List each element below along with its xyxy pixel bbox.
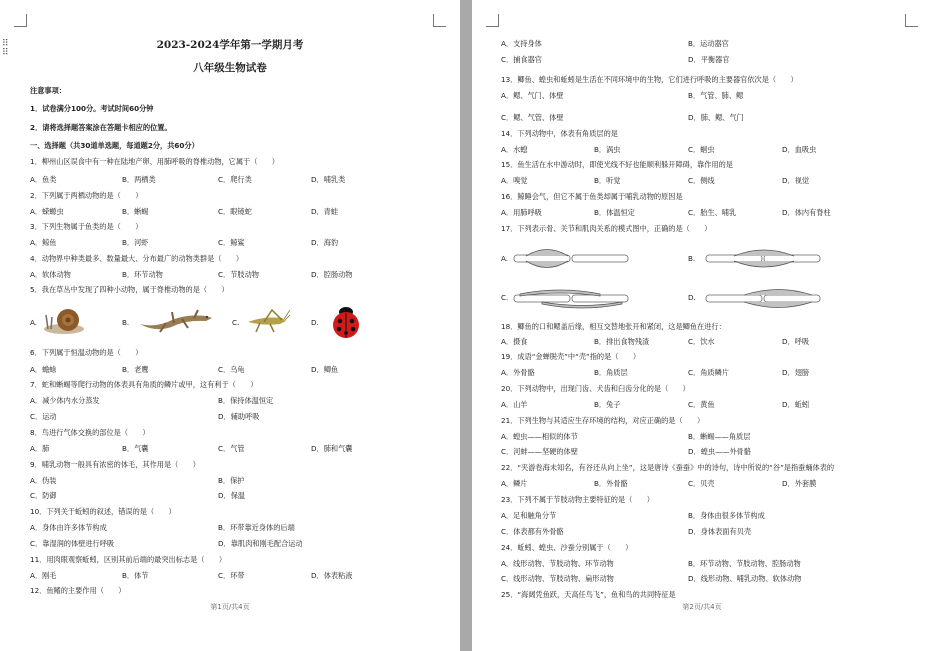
q9-option-c[interactable]: C．防御 bbox=[30, 491, 57, 500]
q24-option-c[interactable]: C．线形动物、节肢动物、扁形动物 bbox=[501, 574, 614, 583]
q13-option-c[interactable]: C．鳃、气管、体壁 bbox=[501, 113, 564, 122]
question-8: 8．鸟进行气体交换的部位是（ ） bbox=[30, 428, 150, 437]
q20-option-c[interactable]: C．黄鱼 bbox=[688, 400, 715, 409]
q3-option-c[interactable]: C．鲸鲨 bbox=[218, 238, 245, 247]
q10-option-a[interactable]: A．身体由许多体节构成 bbox=[30, 523, 107, 532]
q17-option-b[interactable]: B. bbox=[688, 254, 696, 263]
q15-option-b[interactable]: B．听觉 bbox=[594, 176, 621, 185]
q8-option-b[interactable]: B．气囊 bbox=[122, 444, 149, 453]
q10-option-c[interactable]: C．靠湿润的体壁进行呼吸 bbox=[30, 539, 115, 548]
corner-mark bbox=[905, 14, 918, 27]
question-7: 7．蛇和蜥蜴等爬行动物的体表具有角质的鳞片或甲，这有利于（ ） bbox=[30, 380, 258, 389]
q11-option-b[interactable]: B．体节 bbox=[122, 571, 149, 580]
bone-muscle-diagram-c bbox=[512, 284, 632, 312]
q18-option-b[interactable]: B．排出食物残渣 bbox=[594, 337, 650, 346]
q19-option-a[interactable]: A．外骨骼 bbox=[501, 368, 535, 377]
question-1: 1．柳州山区误食中有一种在陆地产卵、用肺呼吸的脊椎动物，它属于（ ） bbox=[30, 157, 279, 166]
q14-option-b[interactable]: B．涡虫 bbox=[594, 145, 621, 154]
q6-option-a[interactable]: A．蟾蜍 bbox=[30, 365, 57, 374]
q7-option-b[interactable]: B．保持体温恒定 bbox=[218, 396, 274, 405]
question-4: 4．动物界中种类最多、数量最大、分布最广的动物类群是（ ） bbox=[30, 254, 244, 263]
ladybug-image bbox=[330, 305, 362, 339]
q5-option-c[interactable]: C. bbox=[232, 318, 240, 327]
q4-option-c[interactable]: C．节肢动物 bbox=[218, 270, 259, 279]
q11-option-c[interactable]: C．环带 bbox=[218, 571, 245, 580]
q7-option-d[interactable]: D．辅助呼吸 bbox=[218, 412, 260, 421]
q24-option-a[interactable]: A．线形动物、节肢动物、环节动物 bbox=[501, 559, 614, 568]
corner-mark bbox=[486, 14, 499, 27]
q15-option-c[interactable]: C．侧线 bbox=[688, 176, 715, 185]
lizard-image bbox=[136, 306, 216, 336]
question-2: 2．下列属于两栖动物的是（ ） bbox=[30, 191, 143, 200]
grasshopper-image bbox=[244, 306, 290, 334]
question-19: 19．成语“金蝉脱壳”中“壳”指的是（ ） bbox=[501, 352, 641, 361]
q23-option-d[interactable]: D．身体表面有贝壳 bbox=[688, 527, 752, 536]
q9-option-d[interactable]: D．保温 bbox=[218, 491, 246, 500]
q16-option-b[interactable]: B．体温恒定 bbox=[594, 208, 635, 217]
question-24: 24．蚯蚓、蝗虫、沙蚕分别属于（ ） bbox=[501, 543, 633, 552]
question-18: 18．鲫鱼的口和鳃盖后缘，相互交替地张开和紧闭，这是鲫鱼在进行： bbox=[501, 322, 726, 331]
q12-option-b[interactable]: B．运动器官 bbox=[688, 39, 729, 48]
exam-title: 2023-2024学年第一学期月考 bbox=[156, 39, 304, 51]
q3-option-d[interactable]: D．海豹 bbox=[311, 238, 339, 247]
question-21: 21．下列生物与其适应生存环境的结构，对应正确的是（ ） bbox=[501, 416, 705, 425]
q8-option-c[interactable]: C．气管 bbox=[218, 444, 245, 453]
q17-option-a[interactable]: A. bbox=[501, 254, 509, 263]
q22-option-b[interactable]: B．外骨骼 bbox=[594, 479, 628, 488]
q24-option-d[interactable]: D．线形动物、哺乳动物、软体动物 bbox=[688, 574, 802, 583]
notice-2: 2．请将选择题答案涂在答题卡相应的位置。 bbox=[30, 123, 172, 132]
q15-option-a[interactable]: A．嗅觉 bbox=[501, 176, 528, 185]
q16-option-a[interactable]: A．用肺呼吸 bbox=[501, 208, 542, 217]
q21-option-d[interactable]: D．蝗虫——外骨骼 bbox=[688, 447, 752, 456]
question-3: 3．下列生物属于鱼类的是（ ） bbox=[30, 222, 143, 231]
q18-option-d[interactable]: D．呼吸 bbox=[782, 337, 810, 346]
q5-option-a[interactable]: A. bbox=[30, 318, 38, 327]
exam-subtitle: 八年级生物试卷 bbox=[193, 62, 267, 74]
q18-option-a[interactable]: A．摄食 bbox=[501, 337, 528, 346]
q12-option-d[interactable]: D．平衡器官 bbox=[688, 55, 730, 64]
q1-option-b[interactable]: B．两栖类 bbox=[122, 175, 156, 184]
question-13: 13．鲫鱼、蝗虫和蚯蚓是生活在不同环境中的生物，它们进行呼吸的主要器官依次是（ ） bbox=[501, 75, 798, 84]
corner-mark bbox=[433, 14, 446, 27]
q13-option-b[interactable]: B．气管、肺、鳃 bbox=[688, 91, 744, 100]
corner-mark bbox=[14, 14, 27, 27]
q6-option-c[interactable]: C．乌龟 bbox=[218, 365, 245, 374]
q7-option-c[interactable]: C．运动 bbox=[30, 412, 57, 421]
q4-option-b[interactable]: B．环节动物 bbox=[122, 270, 163, 279]
question-17: 17．下列表示骨、关节和肌肉关系的模式图中，正确的是（ ） bbox=[501, 224, 712, 233]
q17-option-c[interactable]: C. bbox=[501, 293, 509, 302]
question-12: 12．鱼鳍的主要作用（ ） bbox=[30, 586, 126, 595]
q6-option-d[interactable]: D．鲫鱼 bbox=[311, 365, 339, 374]
q4-option-a[interactable]: A．软体动物 bbox=[30, 270, 71, 279]
q17-option-d[interactable]: D. bbox=[688, 293, 696, 302]
question-22: 22．“夹游卷海未知名，有谷还从向上坐”，这是唐诗《蚕蚕》中的诗句，诗中所说的“谷”是指蚕蛹体表的 bbox=[501, 463, 835, 472]
q2-option-d[interactable]: D．青蛙 bbox=[311, 207, 339, 216]
q6-option-b[interactable]: B．老鹰 bbox=[122, 365, 149, 374]
q13-option-d[interactable]: D．肺、鳃、气门 bbox=[688, 113, 744, 122]
q7-option-a[interactable]: A．减少体内水分蒸发 bbox=[30, 396, 100, 405]
q1-option-c[interactable]: C．爬行类 bbox=[218, 175, 252, 184]
q23-option-b[interactable]: B．身体由很多体节构成 bbox=[688, 511, 765, 520]
q23-option-c[interactable]: C．体表都有外骨骼 bbox=[501, 527, 564, 536]
snail-image bbox=[42, 305, 86, 337]
question-15: 15．鱼生活在水中游动时，即使光线不好也能顺利躲开障碍，靠作用的是 bbox=[501, 160, 733, 169]
bone-muscle-diagram-b bbox=[704, 244, 824, 272]
q4-option-d[interactable]: D．腔肠动物 bbox=[311, 270, 353, 279]
notice-1: 1．试卷满分100分。考试时间60分钟 bbox=[30, 104, 154, 113]
q9-option-b[interactable]: B．保护 bbox=[218, 476, 245, 485]
q8-option-a[interactable]: A．肺 bbox=[30, 444, 50, 453]
question-25: 25．“海阔凭鱼跃，天高任鸟飞”，鱼和鸟的共同特征是 bbox=[501, 590, 676, 599]
q12-option-a[interactable]: A．支持身体 bbox=[501, 39, 542, 48]
question-16: 16．鲸睡会气，但它不属于鱼类却属于哺乳动物的原因是 bbox=[501, 192, 683, 201]
q13-option-a[interactable]: A．鳃、气门、体壁 bbox=[501, 91, 564, 100]
q3-option-a[interactable]: A．鲸鱼 bbox=[30, 238, 57, 247]
q20-option-d[interactable]: D．蚯蚓 bbox=[782, 400, 810, 409]
question-11: 11．用肉眼观察蚯蚓，区别其前后端的最突出标志是（ ） bbox=[30, 555, 227, 564]
q21-option-b[interactable]: B．蜥蜴——角质层 bbox=[688, 432, 751, 441]
question-14: 14．下列动物中，体表有角质层的是 bbox=[501, 129, 618, 138]
q23-option-a[interactable]: A．足和触角分节 bbox=[501, 511, 557, 520]
question-10: 10．下列关于蚯蚓的叙述，错误的是（ ） bbox=[30, 507, 176, 516]
q10-option-b[interactable]: B．环带靠近身体的后端 bbox=[218, 523, 295, 532]
q11-option-d[interactable]: D．体表粘液 bbox=[311, 571, 353, 580]
question-20: 20．下列动物中，出现门齿、犬齿和臼齿分化的是（ ） bbox=[501, 384, 690, 393]
q21-option-c[interactable]: C．河蚌——坚硬的体壁 bbox=[501, 447, 578, 456]
q19-option-c[interactable]: C．角质鳞片 bbox=[688, 368, 729, 377]
q20-option-b[interactable]: B．兔子 bbox=[594, 400, 621, 409]
q5-option-d[interactable]: D. bbox=[311, 318, 319, 327]
q11-option-a[interactable]: A．刚毛 bbox=[30, 571, 57, 580]
question-9: 9．哺乳动物一般具有浓密的体毛，其作用是（ ） bbox=[30, 460, 200, 469]
q5-option-b[interactable]: B. bbox=[122, 318, 130, 327]
q1-option-a[interactable]: A．鱼类 bbox=[30, 175, 57, 184]
q14-option-a[interactable]: A．水螅 bbox=[501, 145, 528, 154]
exam-page-1 bbox=[0, 0, 460, 651]
q22-option-a[interactable]: A．鳞片 bbox=[501, 479, 528, 488]
bone-muscle-diagram-a bbox=[512, 244, 632, 272]
q19-option-b[interactable]: B．角质层 bbox=[594, 368, 628, 377]
q2-option-b[interactable]: B．蜥蜴 bbox=[122, 207, 149, 216]
drag-handle-icon[interactable]: ⠿ ⠿ bbox=[2, 39, 8, 58]
q2-option-a[interactable]: A．蝾螈虫 bbox=[30, 207, 64, 216]
q2-option-c[interactable]: C．眼镜蛇 bbox=[218, 207, 252, 216]
page-footer: 第2页/共4页 bbox=[682, 603, 722, 611]
question-6: 6．下列属于恒温动物的是（ ） bbox=[30, 348, 143, 357]
q1-option-d[interactable]: D．哺乳类 bbox=[311, 175, 346, 184]
q21-option-a[interactable]: A．蝗虫——相似的体节 bbox=[501, 432, 578, 441]
q24-option-b[interactable]: B．环节动物、节肢动物、腔肠动物 bbox=[688, 559, 801, 568]
q3-option-b[interactable]: B．河虾 bbox=[122, 238, 149, 247]
q22-option-c[interactable]: C．贝壳 bbox=[688, 479, 715, 488]
q8-option-d[interactable]: D．肺和气囊 bbox=[311, 444, 353, 453]
q14-option-c[interactable]: C．蛔虫 bbox=[688, 145, 715, 154]
q18-option-c[interactable]: C．饮水 bbox=[688, 337, 715, 346]
q10-option-d[interactable]: D．靠肌肉和刚毛配合运动 bbox=[218, 539, 303, 548]
q16-option-c[interactable]: C．胎生、哺乳 bbox=[688, 208, 737, 217]
q15-option-d[interactable]: D．视觉 bbox=[782, 176, 810, 185]
q12-option-c[interactable]: C．捕食器官 bbox=[501, 55, 542, 64]
q16-option-d[interactable]: D．体内有脊柱 bbox=[782, 208, 831, 217]
q22-option-d[interactable]: D．外套膜 bbox=[782, 479, 817, 488]
q20-option-a[interactable]: A．山羊 bbox=[501, 400, 528, 409]
bone-muscle-diagram-d bbox=[704, 284, 824, 312]
section-heading: 一、选择题（共30道单选题，每道题2分，共60分） bbox=[30, 141, 199, 150]
q9-option-a[interactable]: A．伪装 bbox=[30, 476, 57, 485]
q14-option-d[interactable]: D．血吸虫 bbox=[782, 145, 817, 154]
question-5: 5．我在草丛中发现了四种小动物，属于脊椎动物的是（ ） bbox=[30, 285, 229, 294]
question-23: 23．下列不属于节肢动物主要特征的是（ ） bbox=[501, 495, 654, 504]
q19-option-d[interactable]: D．翅膀 bbox=[782, 368, 810, 377]
exam-page-2 bbox=[472, 0, 932, 651]
notice-heading: 注意事项： bbox=[30, 86, 66, 95]
page-footer: 第1页/共4页 bbox=[210, 603, 250, 611]
